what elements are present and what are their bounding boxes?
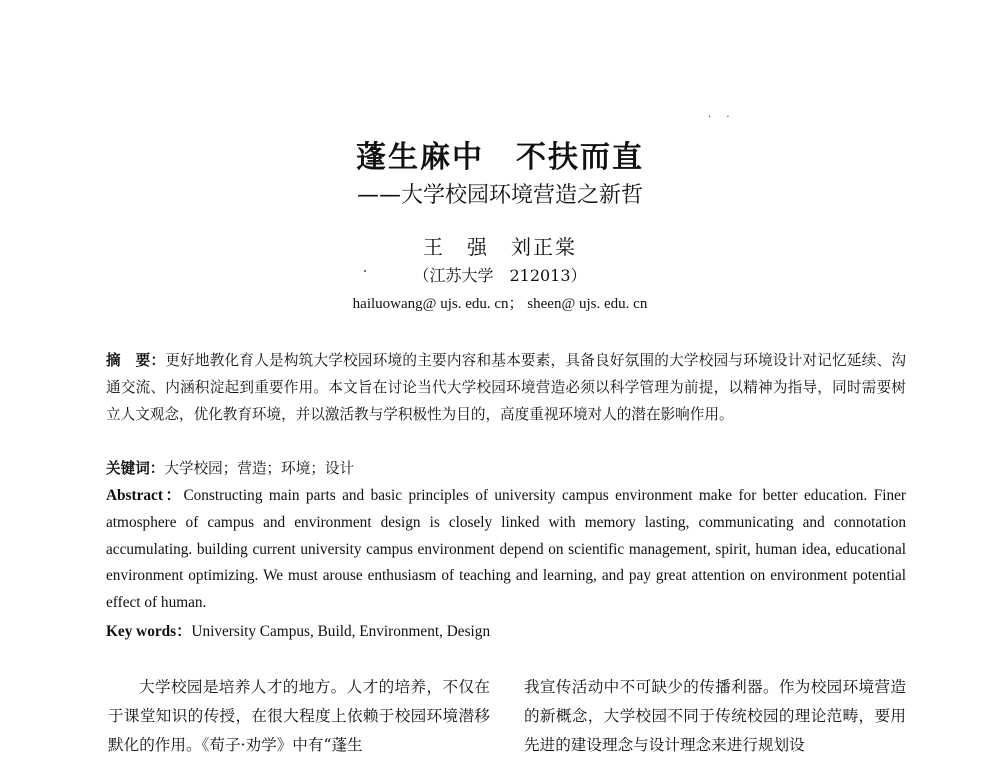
keywords-english-text: University Campus, Build, Environment, Design — [191, 623, 491, 640]
body-right-column: 我宣传活动中不可缺少的传播利器。作为校园环境营造的新概念，大学校园不同于传统校园的理论范畴，要用先进的建设理念与设计理念来进行规划设 — [524, 678, 906, 754]
abstract-chinese-label: 摘 要： — [106, 352, 166, 369]
paper-title: 蓬生麻中 不扶而直 — [356, 140, 644, 175]
keywords-chinese-text: 大学校园；营造；环境；设计 — [164, 460, 355, 477]
abstract-english-text: Constructing main parts and basic principles of university campus environment make for better education. Finer atmosphere of campus and environment design is closely linked with memory lasting, communicating and connotation accumulating. building current university campus environment depend on scientific management, spirit, human idea, educational environment optimizing. We must arouse enthusiasm of teaching and learning, and pay great attention on environment potential effect of human. — [106, 487, 906, 612]
keywords-chinese — [106, 456, 906, 482]
keywords-english — [106, 619, 906, 645]
paper-affiliation: （江苏大学 212013） — [413, 266, 587, 285]
keywords-english-label: Key words： — [106, 623, 192, 640]
abstract-english — [106, 483, 906, 617]
scan-mark: · · — [708, 112, 736, 123]
abstract-english-label: Abstract： — [106, 487, 184, 504]
paper-subtitle: ——大学校园环境营造之新哲 — [356, 183, 643, 208]
abstract-chinese — [106, 347, 906, 428]
title-block — [0, 138, 1000, 212]
paper-authors: 王 强 刘正棠 — [423, 235, 577, 259]
abstract-chinese-text: 更好地教化育人是构筑大学校园环境的主要内容和基本要素，具备良好氛围的大学校园与环境设计对记忆延续、沟通交流、内涵积淀起到重要作用。本文旨在讨论当代大学校园环境营造必须以科学管理为前提，以精神为指导，同时需要树立人文观念，优化教育环境，并以激活教与学积极性为目的，高度重视环境对人的潜在影响作用。 — [106, 352, 906, 423]
paper-emails: hailuowang@ ujs. edu. cn； sheen@ ujs. edu. cn — [352, 296, 648, 312]
body-left-column: 大学校园是培养人才的地方。人才的培养，不仅在于课堂知识的传授，在很大程度上依赖于校园环境潜移默化的作用。《荀子·劝学》中有“蓬生 — [108, 678, 490, 754]
keywords-chinese-label: 关键词： — [106, 460, 165, 477]
